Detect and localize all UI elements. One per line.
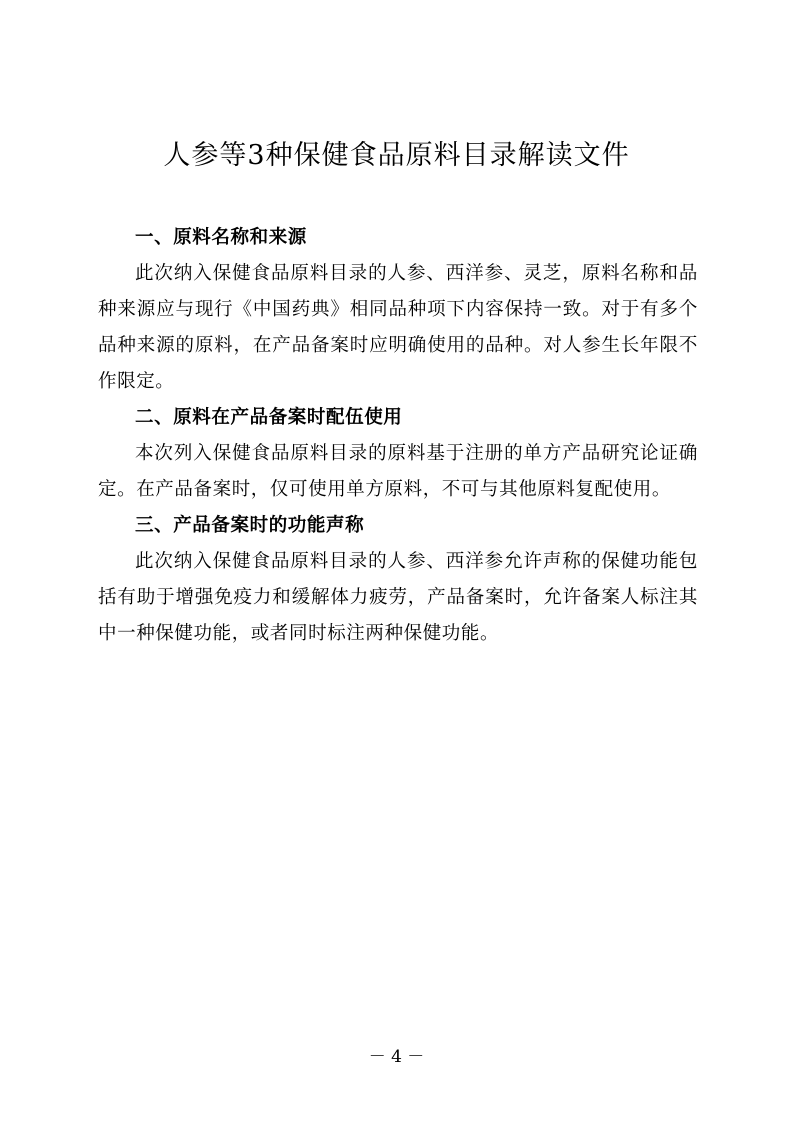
- section-paragraph: 本次列入保健食品原料目录的原料基于注册的单方产品研究论证确定。在产品备案时，仅可使用单方原料，不可与其他原料复配使用。: [98, 443, 698, 500]
- section-heading: 三、产品备案时的功能声称: [135, 515, 365, 536]
- section-paragraph: 此次纳入保健食品原料目录的人参、西洋参允许声称的保健功能包括有助于增强免疫力和缓解体力疲劳，产品备案时，允许备案人标注其中一种保健功能，或者同时标注两种保健功能。: [98, 551, 698, 644]
- section-raw-material-name: [98, 220, 698, 400]
- section-paragraph: 此次纳入保健食品原料目录的人参、西洋参、灵芝，原料名称和品种来源应与现行《中国药典》相同品种项下内容保持一致。对于有多个品种来源的原料，在产品备案时应明确使用的品种。对人参生长年限不作限定。: [98, 263, 698, 392]
- section-function-claims: [98, 508, 698, 652]
- document-title: 人参等3种保健食品原料目录解读文件: [163, 140, 630, 171]
- section-heading: 二、原料在产品备案时配伍使用: [135, 407, 403, 428]
- document-body: [98, 220, 698, 652]
- page-number: － 4 －: [368, 1047, 425, 1067]
- section-compatibility: [98, 400, 698, 508]
- section-heading: 一、原料名称和来源: [135, 227, 307, 248]
